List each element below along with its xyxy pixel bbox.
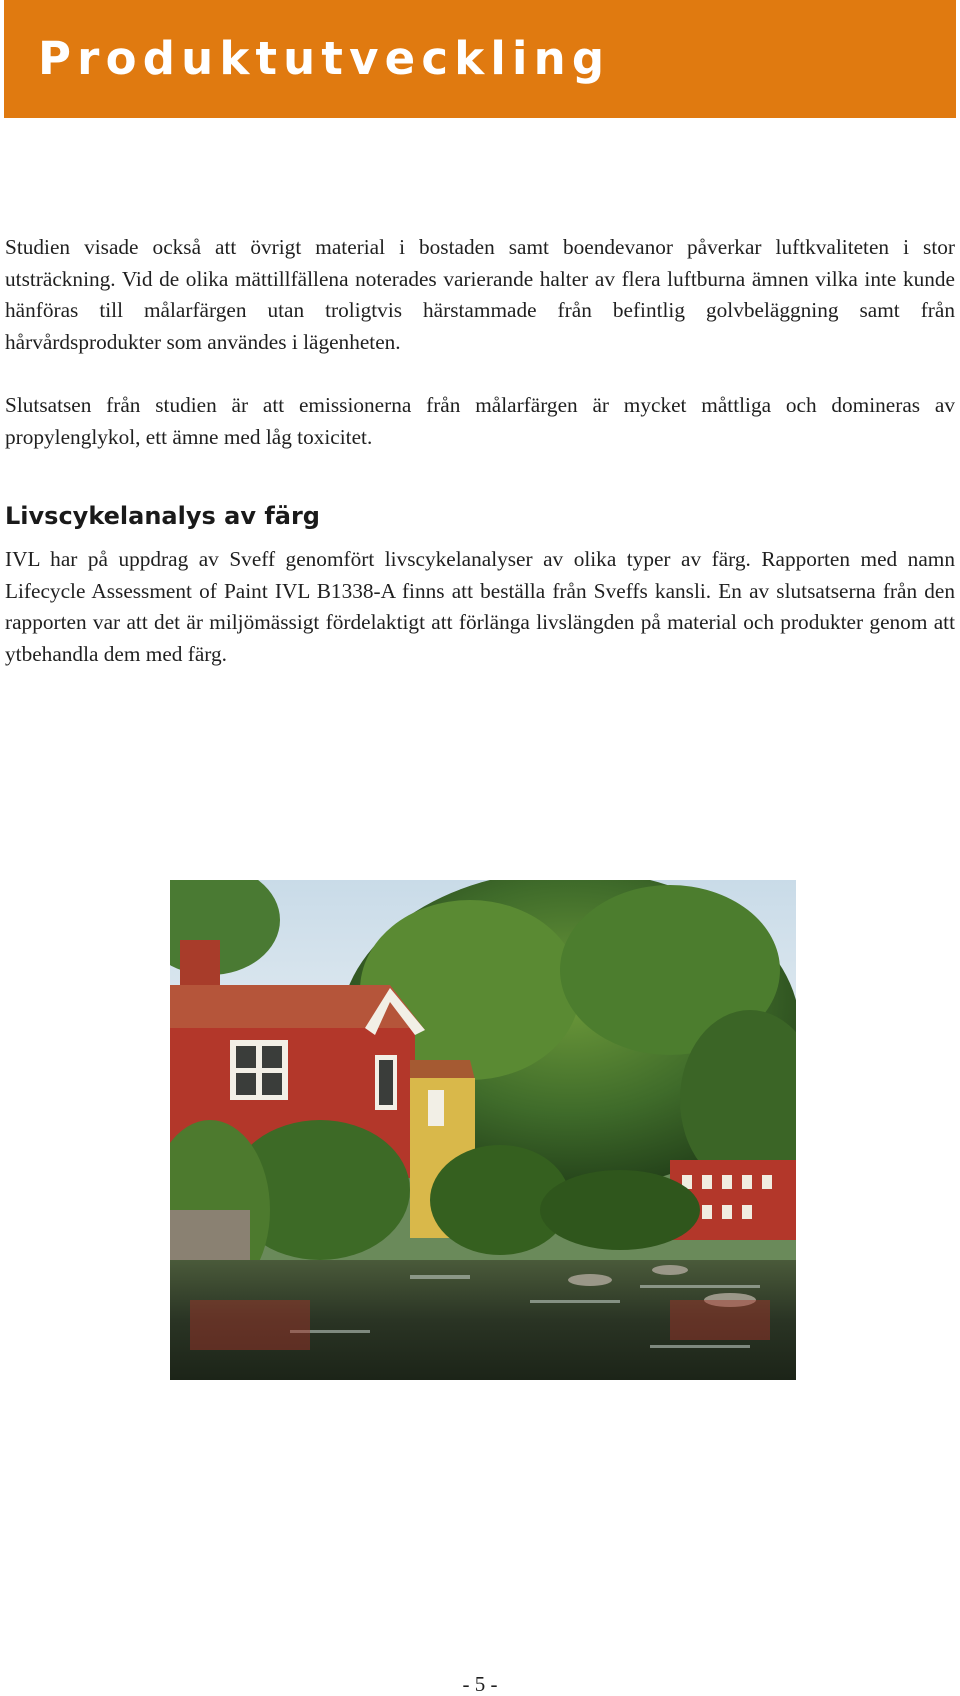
section-heading: Livscykelanalys av färg — [5, 502, 320, 530]
body-paragraph: Studien visade också att övrigt material i bostaden samt boendevanor påverkar luftkvaliteten i stor utsträckning. Vid de olika mättillfällena noterades varierande halter av flera luftburna ämnen vilka inte kunde hänföras till målarfärgen utan troligtvis härstammade från befintlig golvbeläggning samt från hårvårdsprodukter som användes i lägenheten. — [5, 235, 955, 354]
house-by-river-photo — [170, 880, 796, 1380]
section-paragraph: IVL har på uppdrag av Sveff genomfört livscykelanalyser av olika typer av färg. Rapporten med namn Lifecycle Assessment of Paint IVL B1338-A finns att beställa från Sveffs kansli. En av slutsatserna från den rapporten var att det är miljömässigt fördelaktigt att förlänga livslängden på material och produkter genom att ytbehandla dem med färg. — [5, 547, 955, 666]
header-band — [4, 0, 956, 118]
page-title: Produktutveckling — [38, 32, 611, 85]
page-number: - 5 - — [462, 1672, 498, 1696]
body-paragraph: Slutsatsen från studien är att emissionerna från målarfärgen är mycket måttliga och domineras av propylenglykol, ett ämne med låg toxicitet. — [5, 393, 955, 449]
